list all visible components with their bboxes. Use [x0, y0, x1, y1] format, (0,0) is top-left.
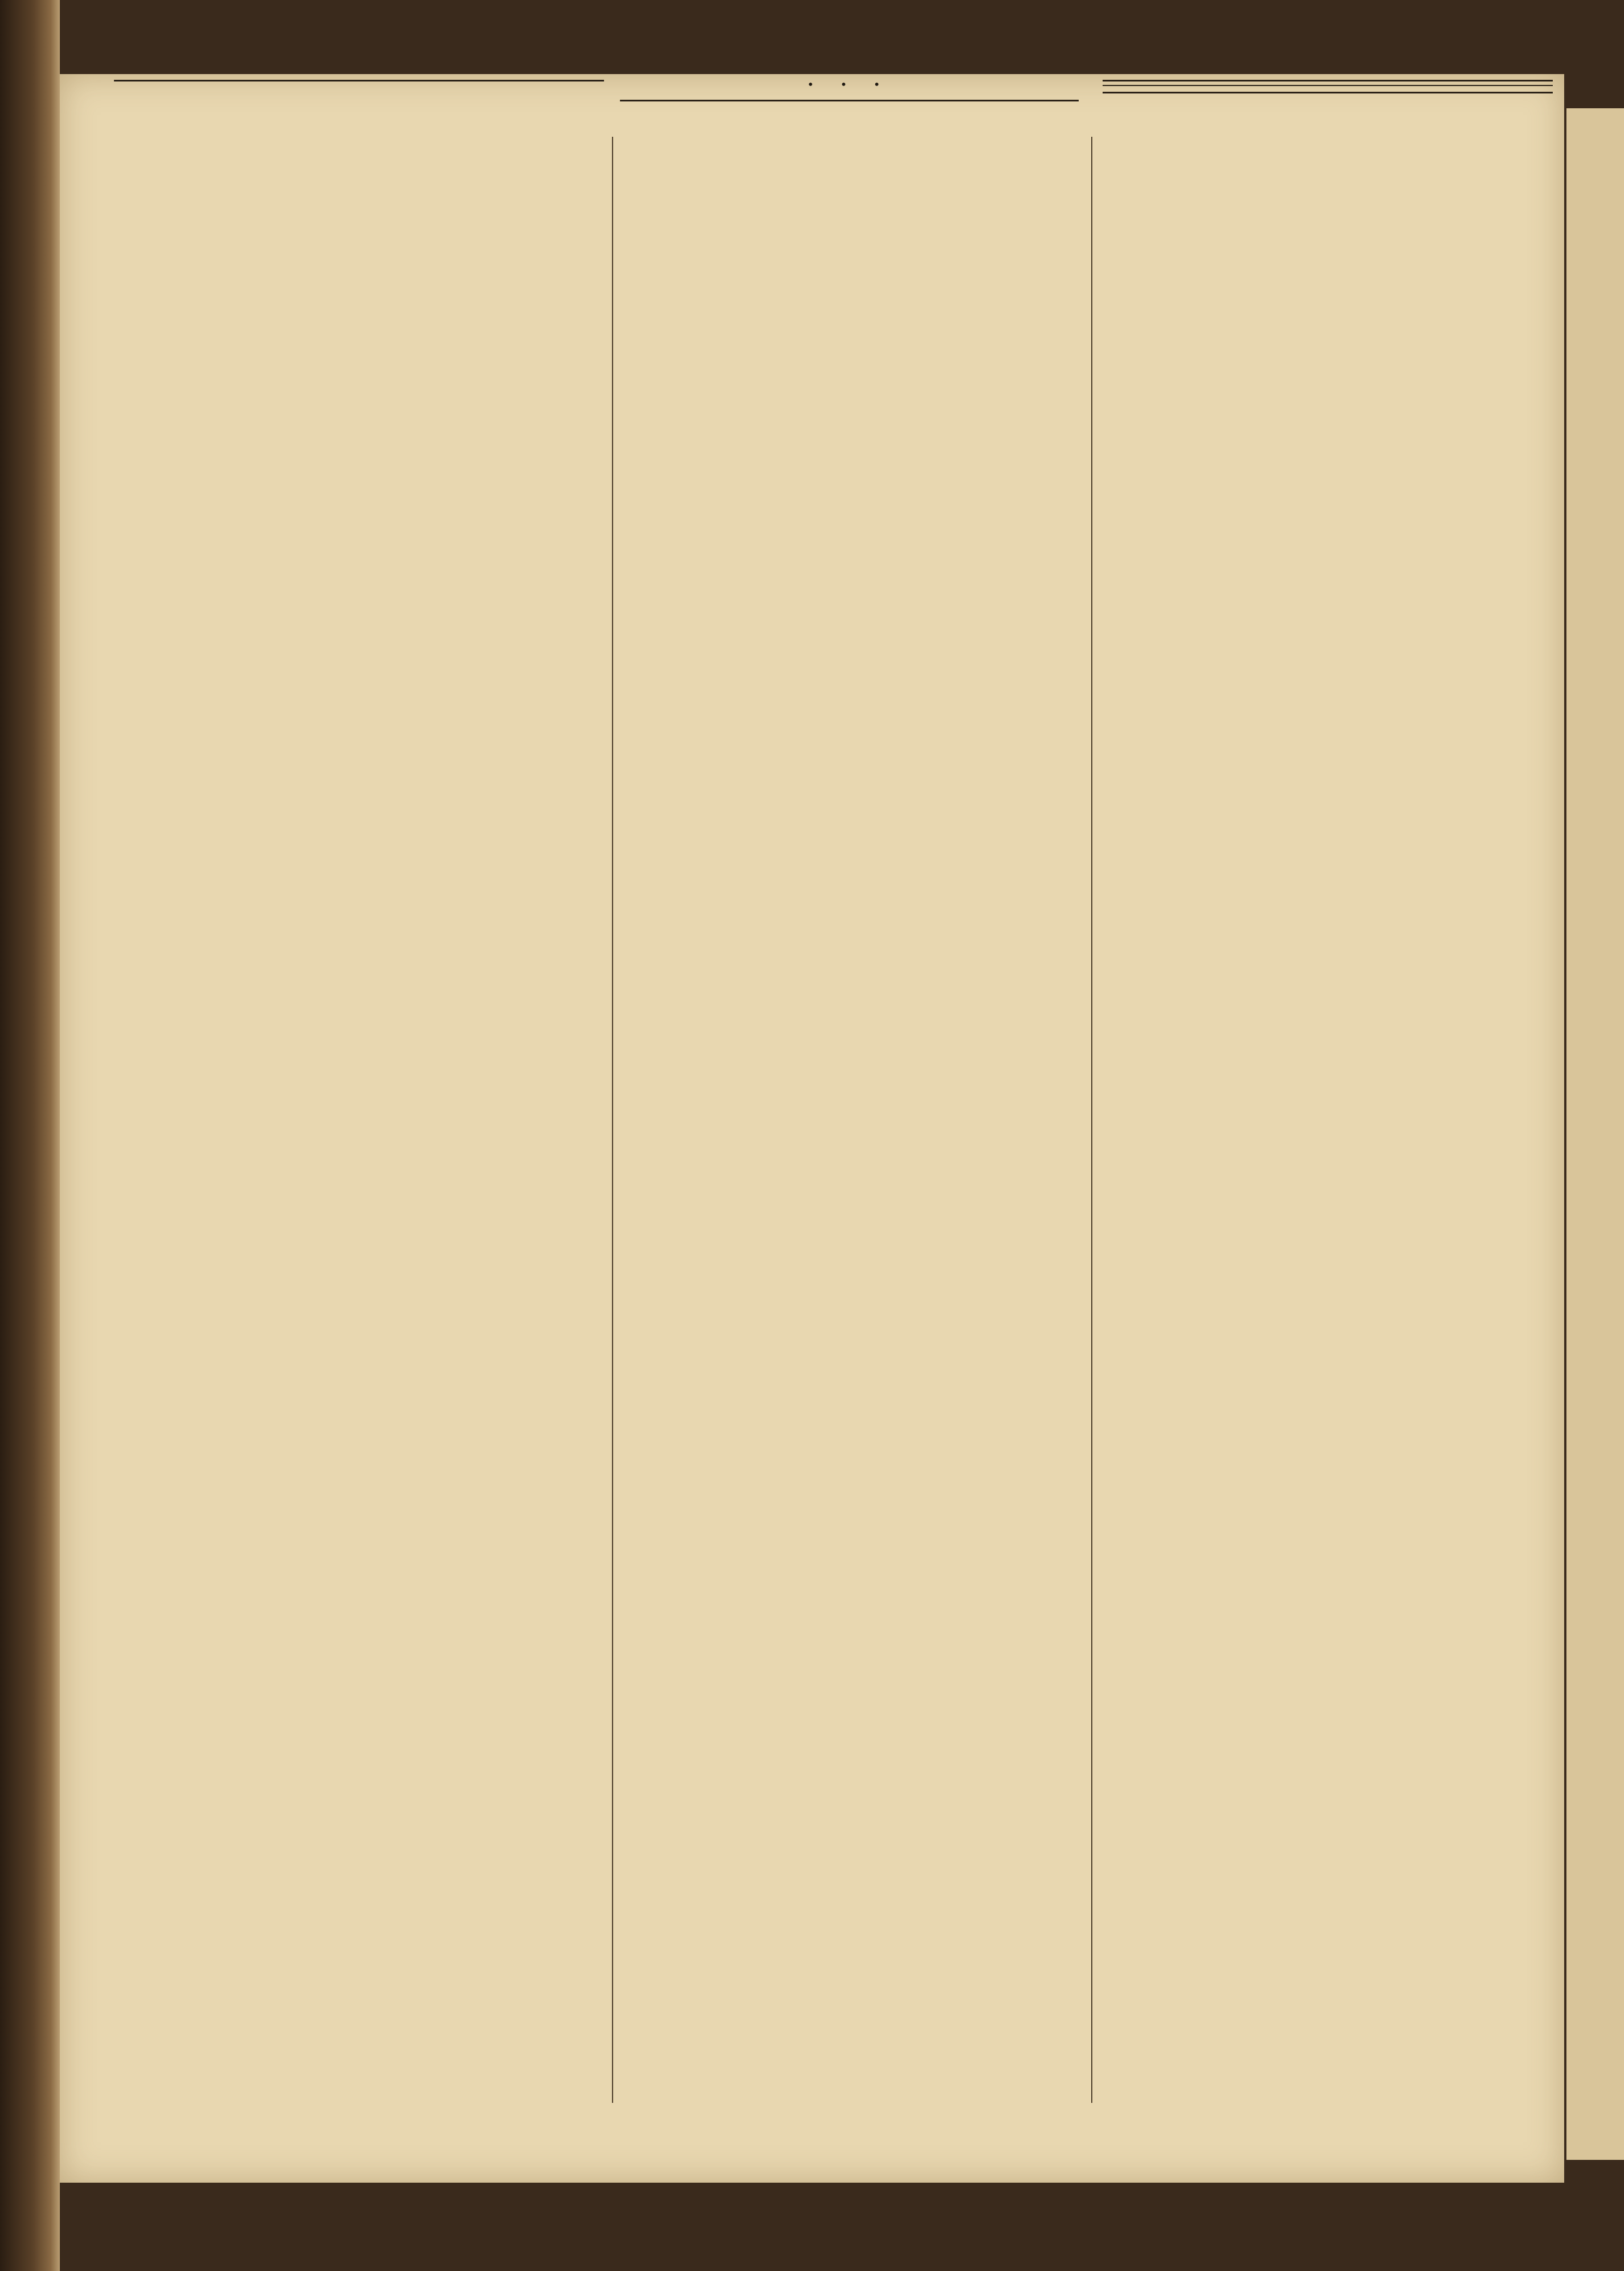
separator-dots: • • •: [807, 78, 892, 91]
adjacent-page-strip: [1564, 108, 1624, 2160]
section-rule: [114, 80, 604, 81]
section-rule: [1103, 80, 1553, 81]
column-right: [1103, 74, 1553, 2057]
column-divider: [612, 137, 613, 2103]
book-spine-edge: [0, 0, 60, 2271]
section-rule: [1103, 92, 1553, 93]
theatre-rule: [1103, 85, 1553, 86]
column-middle: [620, 74, 1079, 2057]
section-rule: [620, 100, 1079, 101]
column-divider: [1091, 137, 1092, 2103]
column-left: [114, 74, 604, 2057]
